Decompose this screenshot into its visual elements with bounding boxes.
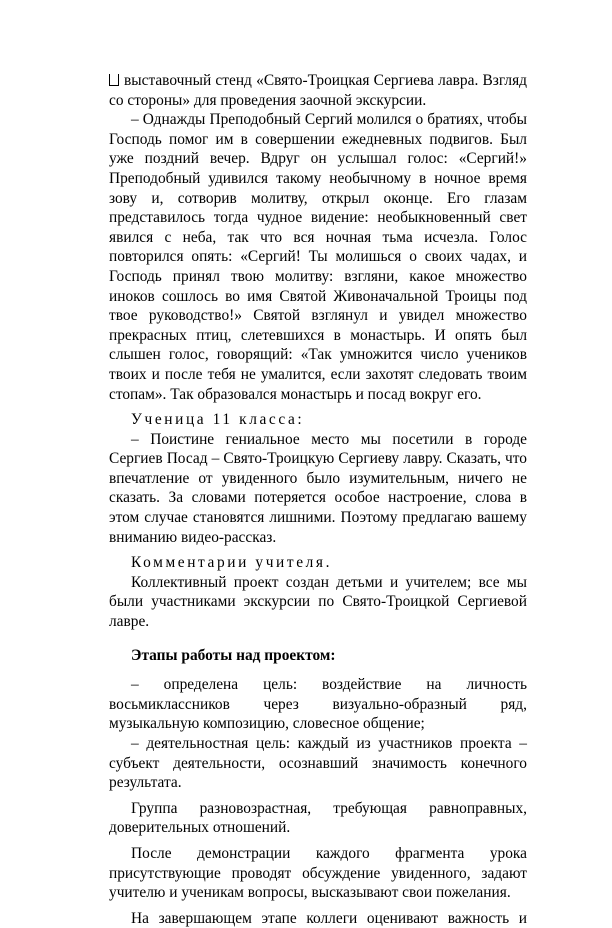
paragraph-discussion: После демонстрации каждого фрагмента урока присутствующие проводят обсуждение увиденного, задают учителю и ученикам вопросы, высказывают свои пожелания. — [109, 844, 527, 902]
project-stages-heading: Этапы работы над проектом: — [131, 646, 336, 664]
paragraph-student-speech: – Поистине гениальное место мы посетили в городе Сергиев Посад – Свято-Троицкую Сергиеву лавру. Сказать, что впечатление от увиденного было изумительным, ничего не сказать. За словами потеряется особое настроение, слова в этом случае становятся лишними. Поэтому предлагаю вашему вниманию видео-рассказ. — [109, 430, 527, 546]
paragraph-text: выставочный стенд «Свято-Троицкая Сергиева лавра. Взгляд со стороны» для проведения заочной экскурсии. — [109, 72, 527, 109]
paragraph-legend: – Однажды Преподобный Сергий молился о братиях, чтобы Господь помог им в совершении ежедневных подвигов. Был уже поздний вечер. Вдруг он услышал голос: «Сергий!» Преподобный удивился такому необычному в ночное время зову и, сотворив молитву, открыл оконце. Его глазам представилось тогда чудное видение: необыкновенный свет явился с неба, так что вся ночная тьма исчезла. Голос повторился опять: «Сергий! Ты молишься о своих чадах, и Господь принял твою молитву: взгляни, какое множество иноков сошлось во имя Святой Живоначальной Троицы под твое руководство!» Святой взглянул и увидел множество прекрасных птиц, слетевшихся в монастырь. И опять был слышен голос, говорящий: «Так умножится число учеников твоих и после тебя не умалится, если захотят следовать твоим стопам». Так образовался монастырь и посад вокруг его. — [109, 111, 527, 403]
teacher-comments-heading: Комментарии учителя. — [131, 554, 333, 572]
document-body — [109, 71, 527, 928]
list-item-goal: – определена цель: воздействие на личность восьмиклассников через визуально-образный ряд, музыкальную композицию, словесное общение; — [109, 676, 527, 733]
paragraph-group: Группа разновозрастная, требующая равноправных, доверительных отношений. — [109, 799, 527, 837]
speaker-student-label: Ученица 11 класса: — [131, 411, 305, 429]
paragraph-teacher-comment: Коллективный проект создан детьми и учителем; все мы были участниками экскурсии по Свято-Троицкой Сергиевой лавре. — [109, 573, 527, 631]
paragraph-exhibition-stand — [109, 71, 527, 110]
checkbox-bullet-icon — [109, 74, 119, 86]
paragraph-final-stage: На завершающем этапе коллеги оценивают важность и — [131, 909, 527, 927]
list-item-activity-goal: – деятельностная цель: каждый из участников проекта – субъект деятельности, осознавший значимость конечного результата. — [109, 735, 527, 792]
